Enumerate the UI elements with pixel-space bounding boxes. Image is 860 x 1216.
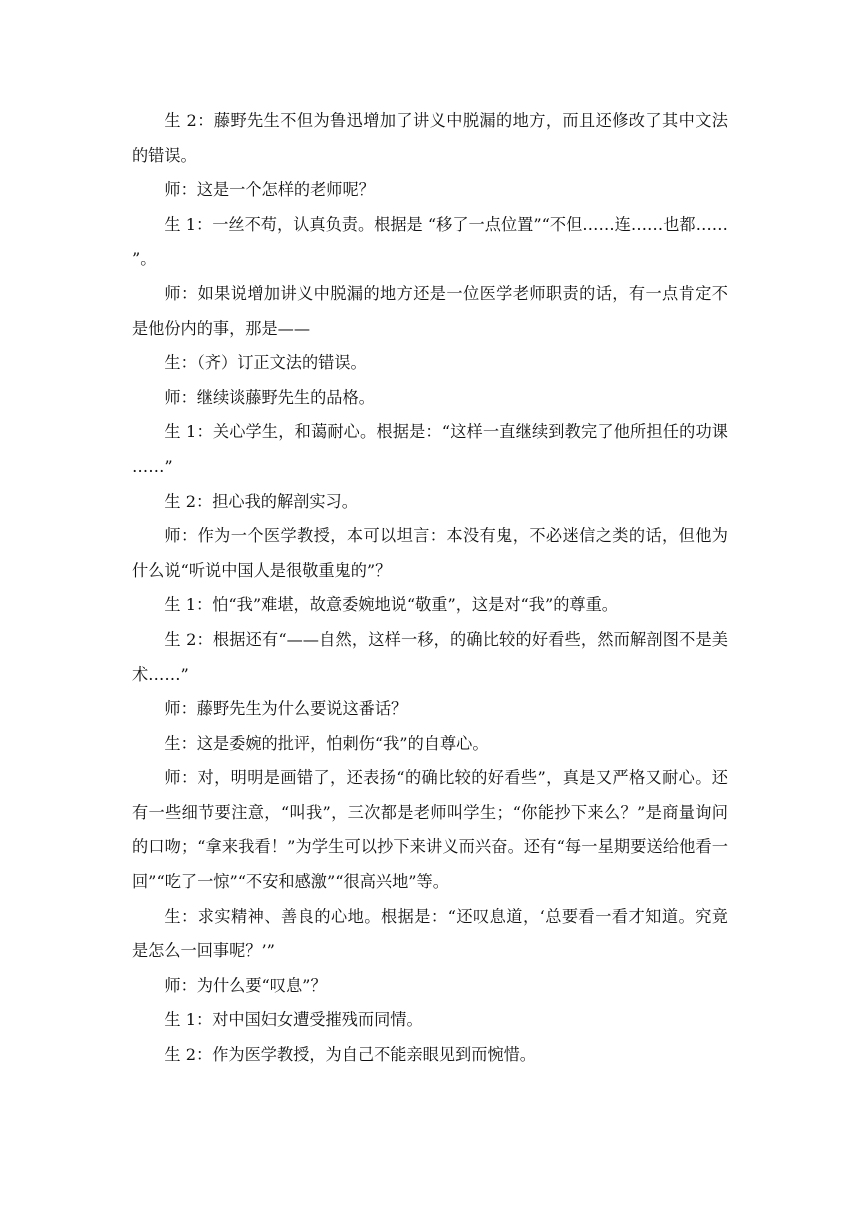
paragraph: 生 2：作为医学教授，为自己不能亲眼见到而惋惜。: [164, 1045, 536, 1065]
document-body: [132, 104, 728, 1073]
paragraph: 生 2：根据还有“——自然，这样一移，的确比较的好看些，然而解剖图不是美术……”: [132, 629, 728, 684]
paragraph: 师：藤野先生为什么要说这番话？: [164, 699, 408, 719]
paragraph: 生 2：藤野先生不但为鲁迅增加了讲义中脱漏的地方，而且还修改了其中文法的错误。: [132, 111, 728, 165]
paragraph: 师：作为一个医学教授，本可以坦言：本没有鬼，不必迷信之类的话，但他为什么说“听说中国人是很敬重鬼的”？: [132, 526, 728, 580]
paragraph: 生 1：对中国妇女遭受摧残而同情。: [164, 1010, 423, 1030]
paragraph: 生 1：怕“我”难堪，故意委婉地说“敬重”，这是对“我”的尊重。: [164, 595, 618, 615]
paragraph: 师：如果说增加讲义中脱漏的地方还是一位医学老师职责的话，有一点肯定不是他份内的事，那是——: [132, 283, 728, 338]
paragraph: 师：这是一个怎样的老师呢？: [164, 180, 375, 200]
paragraph: 师：继续谈藤野先生的品格。: [164, 387, 375, 407]
paragraph: 生：这是委婉的批评，怕刺伤“我”的自尊心。: [164, 733, 489, 753]
paragraph: 生 2：担心我的解剖实习。: [164, 491, 358, 511]
paragraph: 师：对，明明是画错了，还表扬“的确比较的好看些”，真是又严格又耐心。还有一些细节要注意，“叫我”，三次都是老师叫学生；“你能抄下来么？”是商量询问的口吻；“拿来我看！”为学生可以抄下来讲义而兴奋。还有“每一星期要送给他看一回”“吃了一惊”“不安和感激”“很高兴地”等。: [132, 768, 728, 892]
paragraph: 生 1：关心学生，和蔼耐心。根据是：“这样一直继续到教完了他所担任的功课……”: [132, 422, 728, 476]
paragraph: 生：（齐）订正文法的错误。: [164, 353, 367, 373]
paragraph: 生：求实精神、善良的心地。根据是：“还叹息道，‘总要看一看才知道。究竟是怎么一回事呢？’”: [132, 906, 728, 961]
paragraph: 师：为什么要“叹息”？: [164, 975, 327, 995]
paragraph: 生 1：一丝不苟，认真负责。根据是 “移了一点位置”“不但……连……也都……”。: [132, 214, 728, 269]
